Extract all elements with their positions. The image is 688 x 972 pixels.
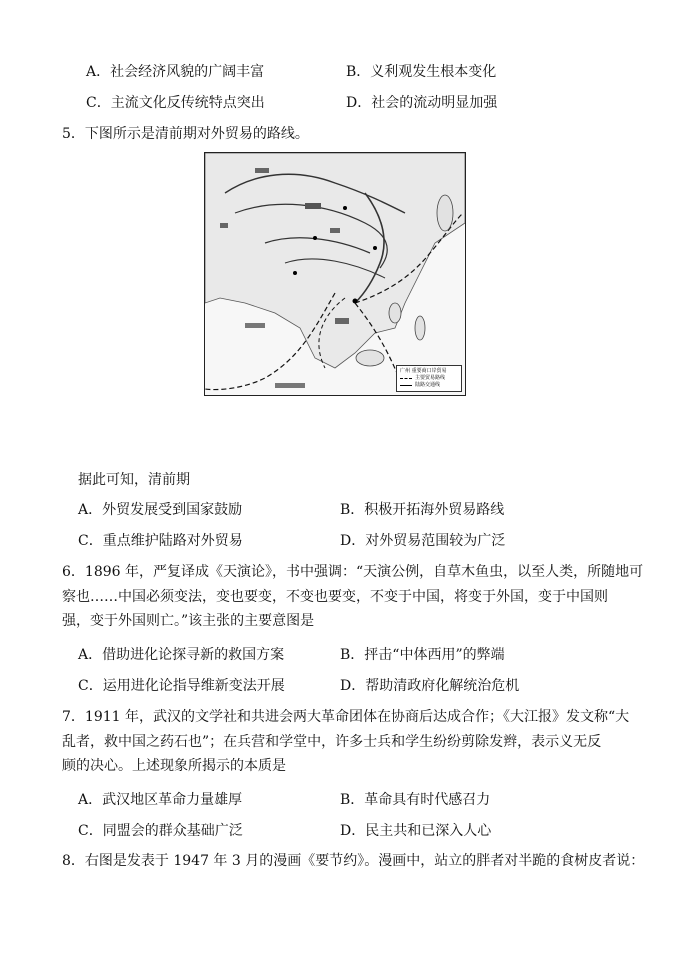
q8-line-1: 8．右图是发表于 1947 年 3 月的漫画《要节约》。漫画中，站立的胖者对半跪的食树皮者说：: [62, 853, 645, 869]
dashed-line-icon: [400, 378, 412, 379]
q7-line-1: 7．1911 年，武汉的文学社和共进会两大革命团体在协商后达成合作；《大江报》发文称“大: [62, 709, 630, 725]
q7-option-c: C．同盟会的群众基础广泛: [78, 823, 243, 839]
q6-line-2: 察也……中国必须变法，变也要变，不变也要变，不变于中国，将变于外国，变于中国则: [62, 589, 608, 605]
q4-option-b: B．义利观发生根本变化: [346, 64, 497, 80]
q7-option-d: D．民主共和已深入人心: [340, 823, 492, 839]
q6-line-3: 强，变于外国则亡。”该主张的主要意图是: [62, 613, 315, 629]
map-drawing: [205, 153, 465, 395]
legend-title: 广州 重要商口岸贸易: [400, 368, 447, 374]
q4-option-a: A．社会经济风貌的广阔丰富: [86, 64, 265, 80]
q5-option-d: D．对外贸易范围较为广泛: [340, 533, 506, 549]
legend-row-land: [400, 382, 458, 389]
q5-option-b: B．积极开拓海外贸易路线: [340, 502, 505, 518]
q7-option-b: B．革命具有时代感召力: [340, 792, 491, 808]
q7-line-3: 顾的决心。上述现象所揭示的本质是: [62, 758, 286, 774]
q7-option-a: A．武汉地区革命力量雄厚: [78, 792, 243, 808]
q4-option-d: D．社会的流动明显加强: [346, 95, 498, 111]
q6-option-b: B．抨击“中体西用”的弊端: [340, 647, 505, 663]
map-legend: [396, 365, 462, 392]
q6-line-1: 6．1896 年，严复译成《天演论》，书中强调：“天演公例，自草木鱼虫，以至人类，所随地可: [62, 564, 644, 580]
q7-line-2: 乱者，救中国之药石也”；在兵营和学堂中，许多士兵和学生纷纷剪除发辫，表示义无反: [62, 734, 602, 750]
solid-line-icon: [400, 385, 412, 386]
q5-option-c: C．重点维护陆路对外贸易: [78, 533, 243, 549]
q4-option-c: C．主流文化反传统特点突出: [86, 95, 265, 111]
legend-land-label: 陆路交通线: [415, 382, 441, 388]
q6-option-a: A．借助进化论探寻新的救国方案: [78, 647, 285, 663]
legend-row-route: [400, 375, 458, 382]
legend-route-label: 主要贸易路线: [415, 375, 446, 381]
q5-option-a: A．外贸发展受到国家鼓励: [78, 502, 243, 518]
q5-lead: 据此可知，清前期: [78, 472, 190, 488]
q6-option-c: C．运用进化论指导维新变法开展: [78, 678, 285, 694]
q6-option-d: D．帮助清政府化解统治危机: [340, 678, 520, 694]
trade-route-map: [204, 152, 466, 396]
q5-stem: 5．下图所示是清前期对外贸易的路线。: [62, 126, 309, 142]
